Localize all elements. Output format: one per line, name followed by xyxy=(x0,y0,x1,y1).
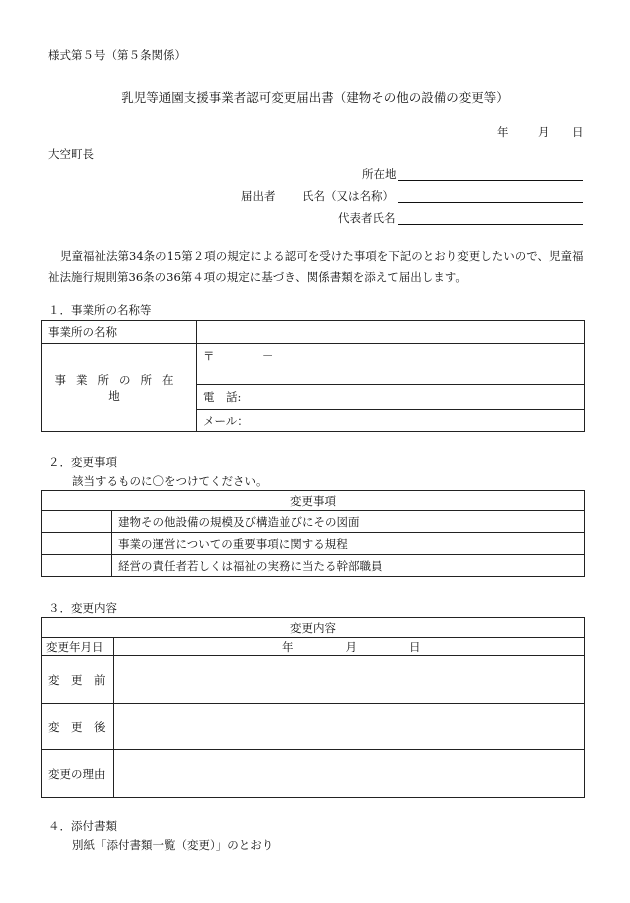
date-day-label: 日 xyxy=(572,125,584,139)
section3-heading: ３．変更内容 xyxy=(48,601,117,615)
postal-field[interactable] xyxy=(197,344,585,385)
section2-heading: ２．変更事項 xyxy=(48,455,117,469)
date-month-label: 月 xyxy=(538,125,550,139)
address-field[interactable] xyxy=(398,166,583,181)
change-date-field[interactable] xyxy=(114,638,585,656)
change-date-day: 日 xyxy=(409,639,421,654)
page-title: 乳児等通園支援事業者認可変更届出書（建物その他の設備の変更等） xyxy=(121,90,509,105)
representative-field[interactable] xyxy=(398,210,583,225)
reason-field[interactable] xyxy=(114,750,585,798)
address-label: 所在地 xyxy=(362,167,397,181)
postal-mark: 〒 xyxy=(203,349,215,363)
change-date-year: 年 xyxy=(282,639,294,654)
change-items-table xyxy=(41,490,585,577)
facility-name-field[interactable] xyxy=(197,321,585,344)
change-item-mark-3[interactable] xyxy=(42,555,112,577)
attachments-text: 別紙「添付書類一覧（変更）」のとおり xyxy=(72,838,274,852)
change-item-mark-2[interactable] xyxy=(42,533,112,555)
after-label: 変 更 後 xyxy=(42,704,114,750)
phone-field[interactable]: 電 話: xyxy=(197,385,585,410)
declaration-text: 児童福祉法第34条の15第２項の規定による認可を受けた事項を下記のとおり変更したいので、児童福祉法施行規則第36条の36第４項の規定に基づき、関係書類を添えて届出します。 xyxy=(48,249,584,284)
addressee: 大空町長 xyxy=(48,147,94,161)
change-date-month: 月 xyxy=(345,639,357,654)
section2-instruction: 該当するものに〇をつけてください。 xyxy=(72,474,268,488)
change-details-header: 変更内容 xyxy=(42,618,585,638)
change-details-table xyxy=(41,617,585,798)
after-field[interactable] xyxy=(114,704,585,750)
facility-table xyxy=(41,320,585,432)
before-field[interactable] xyxy=(114,656,585,704)
change-items-header: 変更事項 xyxy=(42,491,585,511)
date-year-label: 年 xyxy=(497,125,509,139)
before-label: 変 更 前 xyxy=(42,656,114,704)
representative-label: 代表者氏名 xyxy=(338,211,396,225)
name-field[interactable] xyxy=(398,188,583,203)
email-field[interactable]: メール： xyxy=(197,410,585,432)
change-item-1: 建物その他設備の規模及び構造並びにその図面 xyxy=(112,511,585,533)
change-item-mark-1[interactable] xyxy=(42,511,112,533)
form-number: 様式第５号（第５条関係） xyxy=(48,48,186,62)
change-item-3: 経営の責任者若しくは福祉の実務に当たる幹部職員 xyxy=(112,555,585,577)
name-label: 氏名（又は名称） xyxy=(302,189,394,203)
facility-location-label: 事業所の所在地 xyxy=(42,344,197,432)
reason-label: 変更の理由 xyxy=(42,750,114,798)
postal-dash: － xyxy=(261,349,274,363)
facility-name-label: 事業所の名称 xyxy=(42,321,197,344)
change-date-label: 変更年月日 xyxy=(42,638,114,656)
change-item-2: 事業の運営についての重要事項に関する規程 xyxy=(112,533,585,555)
section4-heading: ４．添付書類 xyxy=(48,819,117,833)
section1-heading: １．事業所の名称等 xyxy=(48,303,152,317)
filer-label: 届出者 xyxy=(241,189,276,203)
